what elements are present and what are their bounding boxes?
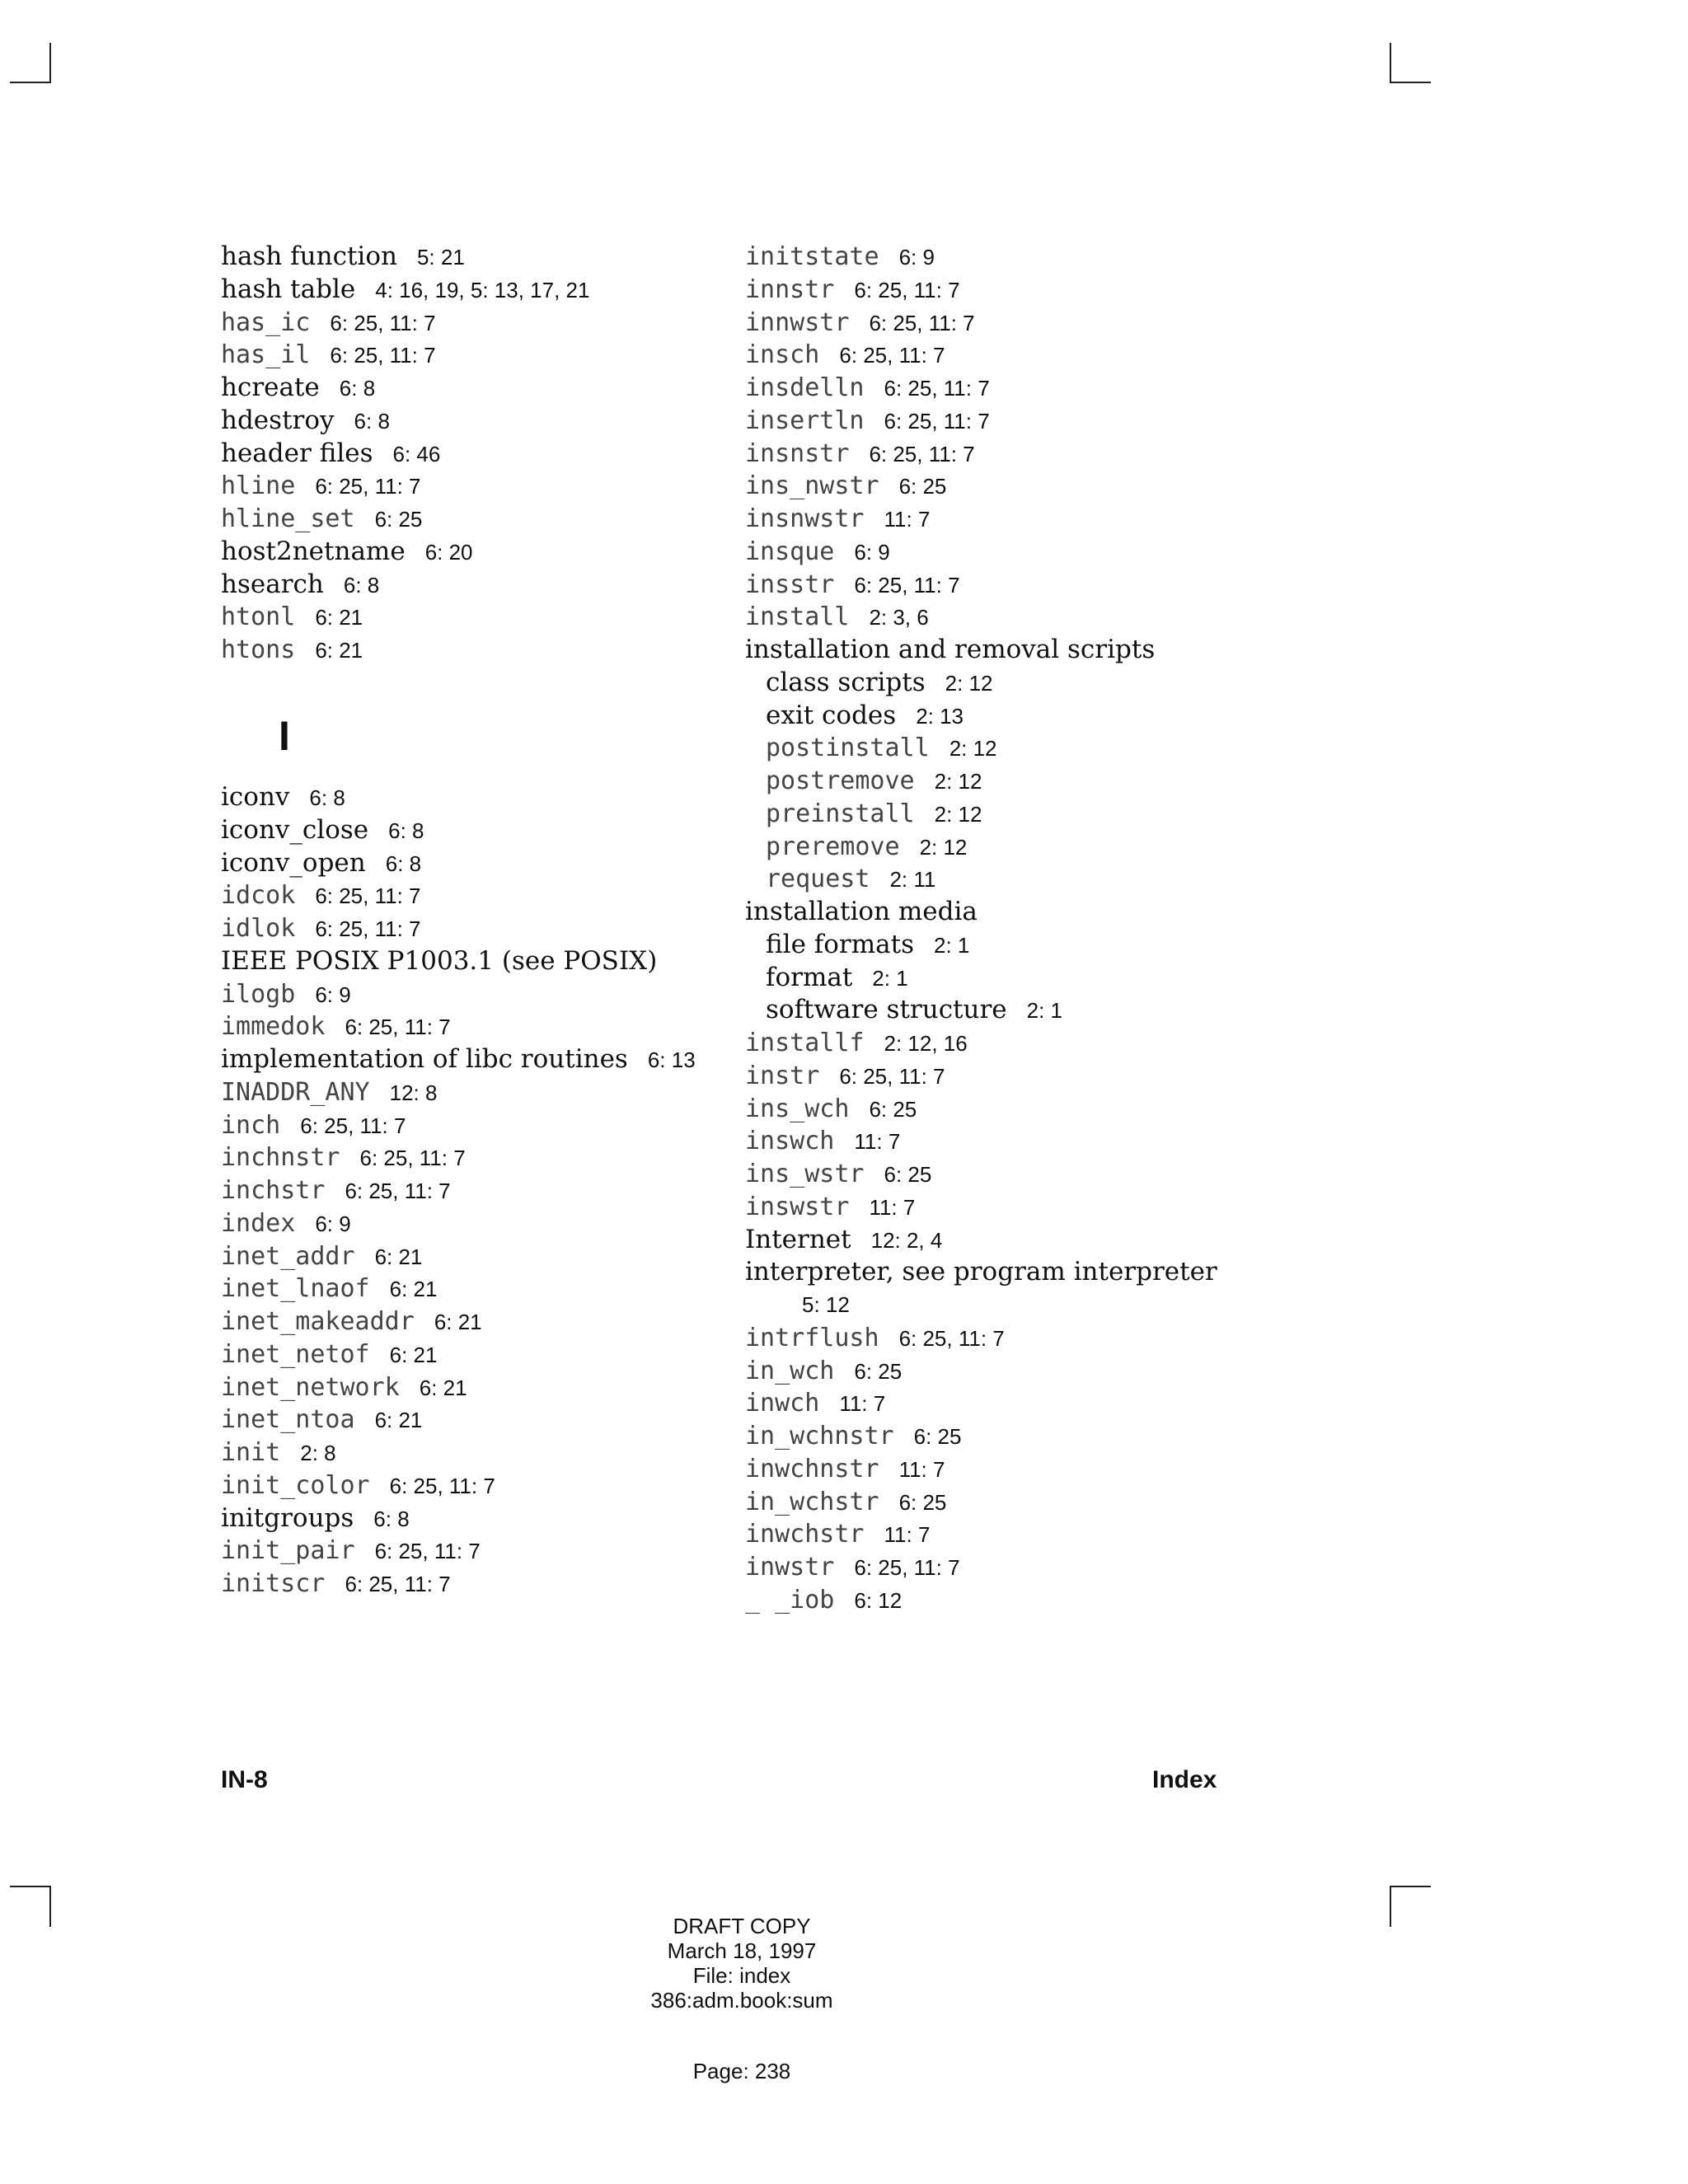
index-term: iconv_open <box>221 847 366 878</box>
index-term: class scripts <box>766 667 926 697</box>
index-entry <box>745 307 1339 340</box>
index-page-refs: 6: 21 <box>389 1277 438 1302</box>
index-term: Internet <box>745 1224 851 1254</box>
index-entry <box>745 1256 1339 1289</box>
index-term: insnwstr <box>745 504 865 533</box>
draft-book: 386:adm.book:sum <box>650 1988 833 2013</box>
index-page-refs: 6: 25, 11: 7 <box>389 1473 495 1498</box>
index-term: exit codes <box>766 700 897 730</box>
index-page-refs: 2: 12 <box>934 801 982 827</box>
index-entry <box>221 241 732 274</box>
index-term: postinstall <box>766 733 930 763</box>
index-term: iconv_close <box>221 814 369 845</box>
index-entry <box>745 601 1339 634</box>
index-column-right <box>745 241 1339 1617</box>
index-term: hash function <box>221 241 397 271</box>
index-term: innstr <box>745 274 835 304</box>
index-term: insstr <box>745 569 835 599</box>
index-entry <box>221 1240 732 1273</box>
index-entry <box>745 1322 1339 1355</box>
index-entry <box>745 1093 1339 1126</box>
index-entry <box>745 1289 1339 1322</box>
index-entry <box>745 1518 1339 1551</box>
index-entry <box>221 978 732 1011</box>
index-page-refs: 6: 8 <box>373 1506 410 1531</box>
index-page-refs: 6: 21 <box>374 1244 423 1269</box>
crop-mark-bottom-left-h <box>10 1886 51 1887</box>
index-entry <box>221 274 732 307</box>
index-page-refs: 6: 25, 11: 7 <box>884 376 990 401</box>
index-page-refs: 6: 25, 11: 7 <box>345 1015 451 1040</box>
index-entry <box>221 814 732 847</box>
index-term: insertln <box>745 405 865 435</box>
index-entry <box>221 1109 732 1142</box>
index-term: format <box>766 962 853 992</box>
index-term: inwch <box>745 1389 820 1418</box>
index-page-refs: 11: 7 <box>854 1129 901 1155</box>
index-page-refs: 12: 2, 4 <box>870 1227 943 1253</box>
index-page-refs: 6: 21 <box>434 1310 482 1334</box>
index-page-refs: 6: 46 <box>392 441 441 466</box>
index-page-refs: 6: 25, 11: 7 <box>854 1555 960 1580</box>
index-entry <box>221 1338 732 1371</box>
index-entry <box>221 536 732 569</box>
index-term: intrflush <box>745 1323 879 1352</box>
index-page-refs: 6: 25, 11: 7 <box>315 883 421 909</box>
index-page-refs: 6: 25 <box>898 1489 947 1515</box>
draft-page-number: Page: 238 <box>692 2059 791 2083</box>
index-page-refs: 6: 25, 11: 7 <box>330 343 436 368</box>
index-term: hline <box>221 471 296 501</box>
index-page-refs: 12: 8 <box>389 1080 438 1105</box>
index-term: ins_nwstr <box>745 471 879 501</box>
index-term: init <box>221 1438 281 1467</box>
index-entry <box>221 1272 732 1305</box>
index-entry <box>745 470 1339 503</box>
index-entry <box>221 1568 732 1601</box>
index-term: hline_set <box>221 504 355 533</box>
index-term: htonl <box>221 602 296 632</box>
crop-mark-bottom-left-v <box>49 1886 51 1927</box>
index-entry <box>221 1010 732 1043</box>
index-entry <box>745 1158 1339 1191</box>
index-page-refs: 6: 25, 11: 7 <box>854 277 960 302</box>
index-page-refs: 11: 7 <box>839 1391 886 1417</box>
index-page-refs: 6: 21 <box>315 605 363 630</box>
index-page-refs: 6: 25, 11: 7 <box>315 916 421 941</box>
index-entry <box>221 945 732 978</box>
index-term: installf <box>745 1029 865 1057</box>
index-term: init_color <box>221 1470 370 1500</box>
index-page-refs: 6: 8 <box>388 818 424 843</box>
index-term: immedok <box>221 1012 326 1042</box>
index-term: implementation of libc routines <box>221 1044 628 1074</box>
index-term: insch <box>745 340 820 370</box>
index-page-refs: 6: 25 <box>898 474 947 499</box>
index-page-refs: 5: 12 <box>802 1292 850 1317</box>
index-page-refs: 6: 25, 11: 7 <box>839 343 945 368</box>
index-page-refs: 2: 3, 6 <box>869 605 929 630</box>
index-page-refs: 6: 25 <box>854 1358 903 1384</box>
index-entry <box>221 1043 732 1076</box>
index-entry <box>745 896 1339 929</box>
index-page-refs: 2: 12 <box>945 670 993 696</box>
index-page-refs: 6: 25, 11: 7 <box>869 441 975 466</box>
index-column-left-lower <box>221 781 732 1601</box>
index-page-refs: 2: 12 <box>934 769 982 794</box>
index-term: in_wchnstr <box>745 1422 894 1451</box>
index-term: _ _iob <box>745 1585 835 1615</box>
index-term: install <box>745 602 850 632</box>
index-page-refs: 6: 21 <box>389 1342 438 1367</box>
index-term: header files <box>221 438 373 468</box>
index-page-refs: 6: 8 <box>343 572 380 598</box>
index-page-refs: 6: 8 <box>309 785 345 810</box>
index-entry <box>745 798 1339 831</box>
index-term: hcreate <box>221 373 320 402</box>
index-page-refs: 2: 8 <box>300 1441 336 1465</box>
index-entry <box>221 879 732 912</box>
footer-page-label: IN-8 <box>221 1766 268 1793</box>
index-page-refs: 6: 25, 11: 7 <box>374 1539 481 1564</box>
index-entry <box>221 847 732 880</box>
crop-mark-top-left-v <box>49 43 51 82</box>
index-entry <box>745 569 1339 602</box>
index-page-refs: 2: 13 <box>916 703 964 729</box>
index-term: insdelln <box>745 373 865 402</box>
index-page-refs: 6: 25 <box>884 1162 932 1187</box>
index-entry <box>221 601 732 634</box>
draft-date: March 18, 1997 <box>667 1938 817 1963</box>
index-entry <box>745 1355 1339 1388</box>
index-entry <box>745 339 1339 372</box>
index-term: has_il <box>221 340 311 370</box>
footer-section-label: Index <box>1152 1766 1217 1793</box>
crop-mark-top-right-h <box>1390 82 1431 83</box>
index-term: init_pair <box>221 1536 355 1566</box>
index-term: postremove <box>766 766 915 795</box>
index-term: interpreter, see program interpreter <box>745 1257 1217 1287</box>
index-page-refs: 6: 20 <box>424 539 473 565</box>
index-entry <box>221 1502 732 1535</box>
index-term: inwstr <box>745 1553 835 1582</box>
index-term: iconv <box>221 782 290 812</box>
index-page-refs: 6: 25, 11: 7 <box>345 1572 451 1596</box>
index-term: initstate <box>745 242 879 271</box>
index-group-i <box>221 781 732 1601</box>
index-entry <box>221 1207 732 1240</box>
index-entry <box>745 863 1339 896</box>
index-term: insque <box>745 537 835 566</box>
index-term: inet_addr <box>221 1241 355 1271</box>
index-column-left <box>221 241 732 667</box>
index-entry <box>745 274 1339 307</box>
index-entry <box>221 405 732 438</box>
index-page-refs: 6: 25 <box>913 1424 962 1449</box>
index-entry <box>745 929 1339 962</box>
index-page-refs: 6: 25, 11: 7 <box>330 310 436 335</box>
index-page-refs: 6: 25, 11: 7 <box>300 1113 406 1138</box>
index-entry <box>745 634 1339 667</box>
index-term: hash table <box>221 274 356 304</box>
index-term: inet_netof <box>221 1339 370 1369</box>
index-entry <box>221 1174 732 1207</box>
index-page-refs: 5: 21 <box>416 245 465 269</box>
index-page-refs: 6: 12 <box>854 1587 903 1613</box>
index-entry <box>745 1584 1339 1617</box>
index-page-refs: 11: 7 <box>869 1194 916 1220</box>
index-entry <box>221 503 732 536</box>
index-term: inet_ntoa <box>221 1405 355 1435</box>
index-page-refs: 6: 13 <box>647 1047 696 1072</box>
index-entry <box>221 1141 732 1174</box>
index-term: installation media <box>745 897 978 926</box>
index-term: preinstall <box>766 799 915 828</box>
index-entry <box>745 962 1339 995</box>
index-page-refs: 6: 21 <box>315 638 363 663</box>
index-page-refs: 6: 25 <box>374 507 423 532</box>
index-entry <box>221 912 732 945</box>
index-entry <box>745 667 1339 700</box>
index-page-refs: 2: 12 <box>919 834 968 860</box>
index-term: inwchnstr <box>745 1454 879 1483</box>
index-page-refs: 6: 25, 11: 7 <box>839 1063 945 1089</box>
index-term: in_wchstr <box>745 1487 879 1516</box>
index-term: file formats <box>766 929 914 959</box>
index-entry <box>745 1125 1339 1158</box>
index-page-refs: 6: 8 <box>354 408 390 434</box>
index-page-refs: 6: 25, 11: 7 <box>884 408 990 434</box>
index-entry <box>745 1224 1339 1257</box>
index-page-refs: 6: 9 <box>898 245 935 269</box>
index-entry <box>221 438 732 471</box>
index-page-refs: 2: 1 <box>1026 998 1063 1024</box>
index-page-refs: 6: 9 <box>854 539 890 565</box>
index-entry <box>745 1420 1339 1453</box>
index-page-refs: 6: 8 <box>385 851 422 876</box>
index-entry <box>745 700 1339 733</box>
index-term: innwstr <box>745 307 850 337</box>
index-page-refs: 2: 12, 16 <box>884 1031 968 1056</box>
index-page-refs: 11: 7 <box>884 1522 931 1548</box>
index-entry <box>745 1387 1339 1420</box>
index-entry <box>745 405 1339 438</box>
index-page-refs: 6: 9 <box>315 982 351 1007</box>
index-term: ins_wch <box>745 1094 850 1123</box>
index-page-refs: 2: 12 <box>949 736 997 762</box>
index-page-refs: 6: 21 <box>374 1408 423 1433</box>
index-entry <box>745 1453 1339 1486</box>
index-entry <box>221 569 732 602</box>
index-term: inswch <box>745 1127 835 1156</box>
index-entry <box>745 765 1339 798</box>
index-entry <box>221 1404 732 1436</box>
index-term: inet_network <box>221 1372 400 1402</box>
index-term: inchstr <box>221 1176 326 1205</box>
crop-mark-bottom-right-v <box>1390 1886 1391 1927</box>
index-term: inet_lnaof <box>221 1274 370 1304</box>
index-entry <box>745 994 1339 1027</box>
index-term: inwchstr <box>745 1520 865 1549</box>
index-page-refs: 6: 25, 11: 7 <box>898 1325 1005 1351</box>
index-term: inch <box>221 1110 281 1140</box>
index-term: software structure <box>766 995 1007 1025</box>
index-page-refs: 6: 21 <box>419 1375 467 1400</box>
index-term: instr <box>745 1061 820 1090</box>
index-page-refs: 6: 25 <box>869 1096 917 1122</box>
index-term: inswstr <box>745 1192 850 1221</box>
index-term: in_wch <box>745 1356 835 1385</box>
index-term: htons <box>221 635 296 664</box>
index-page-refs: 2: 11 <box>889 867 936 893</box>
index-entry <box>221 1371 732 1404</box>
index-term: idcok <box>221 881 296 911</box>
index-term: hdestroy <box>221 405 335 435</box>
index-entry <box>221 1436 732 1469</box>
index-term: installation and removal scripts <box>745 635 1156 664</box>
index-term: IEEE POSIX P1003.1 (see POSIX) <box>221 945 658 976</box>
index-term: preremove <box>766 832 900 861</box>
index-page-refs: 11: 7 <box>884 507 931 532</box>
index-group-i-continued <box>745 241 1339 1617</box>
index-term: inchnstr <box>221 1143 340 1173</box>
index-page-refs: 2: 1 <box>872 965 908 991</box>
index-entry <box>745 536 1339 569</box>
index-term: ilogb <box>221 979 296 1009</box>
index-page-refs: 2: 1 <box>934 932 970 958</box>
draft-file: File: index <box>692 1963 791 1988</box>
index-term: host2netname <box>221 536 406 566</box>
index-entry <box>221 307 732 340</box>
index-page-refs: 6: 25, 11: 7 <box>345 1179 451 1203</box>
index-page-refs: 6: 25, 11: 7 <box>854 572 960 598</box>
index-entry <box>745 1551 1339 1584</box>
index-term: initgroups <box>221 1502 354 1533</box>
index-entry <box>745 831 1339 864</box>
index-entry <box>745 241 1339 274</box>
index-page-refs: 4: 16, 19, 5: 13, 17, 21 <box>375 277 590 302</box>
index-entry <box>745 372 1339 405</box>
index-entry <box>745 1191 1339 1224</box>
index-page-refs: 6: 8 <box>339 376 376 401</box>
draft-stamp <box>577 1914 907 2013</box>
index-entry <box>745 1060 1339 1093</box>
section-letter: I <box>279 713 290 759</box>
index-entry <box>745 732 1339 765</box>
index-term: has_ic <box>221 307 311 337</box>
index-term: ins_wstr <box>745 1160 865 1188</box>
index-term: idlok <box>221 914 296 943</box>
index-entry <box>221 781 732 814</box>
index-term: INADDR_ANY <box>221 1077 370 1107</box>
index-entry <box>221 1305 732 1338</box>
index-entry <box>745 438 1339 471</box>
index-term: inet_makeaddr <box>221 1307 415 1336</box>
index-page-refs: 6: 25, 11: 7 <box>869 310 975 335</box>
index-term: initscr <box>221 1569 326 1598</box>
index-entry <box>221 634 732 667</box>
index-term: request <box>766 865 870 894</box>
draft-line-1: DRAFT COPY <box>673 1914 811 1938</box>
index-page-refs: 11: 7 <box>898 1456 945 1482</box>
crop-mark-top-right-v <box>1390 43 1391 82</box>
index-entry <box>221 339 732 372</box>
index-entry <box>221 470 732 503</box>
index-entry <box>745 1027 1339 1060</box>
crop-mark-top-left-h <box>10 82 51 83</box>
index-entry <box>221 1535 732 1568</box>
index-entry <box>745 503 1339 536</box>
index-entry <box>221 372 732 405</box>
index-entry <box>745 1486 1339 1519</box>
index-entry <box>221 1469 732 1502</box>
index-entry <box>221 1076 732 1109</box>
crop-mark-bottom-right-h <box>1390 1886 1431 1887</box>
index-page-refs: 6: 9 <box>315 1211 351 1236</box>
index-group-h <box>221 241 732 667</box>
index-term: index <box>221 1208 296 1238</box>
index-page-refs: 6: 25, 11: 7 <box>359 1146 466 1171</box>
index-page-refs: 6: 25, 11: 7 <box>315 474 421 499</box>
index-term: insnstr <box>745 438 850 468</box>
index-term: hsearch <box>221 569 324 599</box>
